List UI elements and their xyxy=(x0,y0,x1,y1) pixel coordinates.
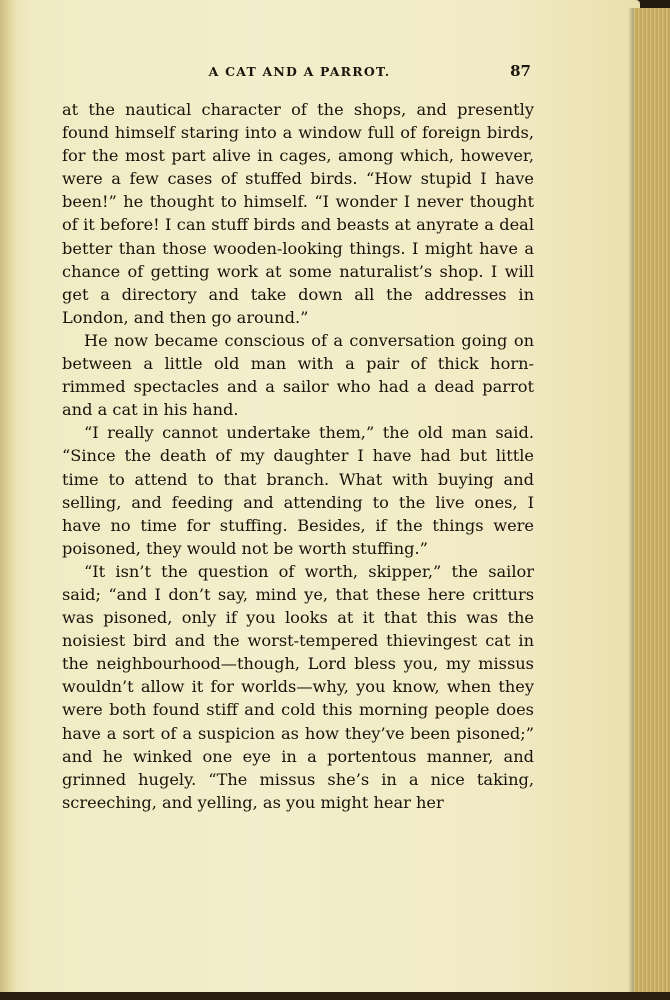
running-head-title: A CAT AND A PARROT. xyxy=(208,64,391,79)
paragraph-2: He now became conscious of a conversation going on between a little old man with a pair of thick horn-rimmed spectacles and a sailor who had a dead parrot and a cat in his hand. xyxy=(62,330,534,420)
paragraph-4: “It isn’t the question of worth, skipper,” the sailor said; “and I don’t say, mind ye, that these here critturs was pisoned, only if you looks at it that this was the noisiest bird and the worst-tempered thievingest cat in the neighbourhood—though, Lord bless you, my missus wouldn’t allow it for worlds—why, you know, when they were both found stiff and cold this morning people does have a sort of a suspicion as how they’ve been pisoned;” and he winked one eye in a portentous manner, and grinned hugely. “The missus she’s in a nice taking, screeching, and yelling, as you might hear her xyxy=(62,561,534,812)
bottom-shadow xyxy=(0,992,670,1000)
body-text xyxy=(62,98,534,814)
paragraph-3: “I really cannot undertake them,” the old man said. “Since the death of my daughter I have had but little time to attend to that branch. What with buying and selling, and feeding and attending to the live ones, I have no time for stuffing. Besides, if the things were poisoned, they would not be worth stuffing.” xyxy=(62,423,534,558)
paragraph-1: at the nautical character of the shops, and presently found himself staring into a window full of foreign birds, for the most part alive in cages, among which, however, were a few cases of stuffed birds. “How stupid I have been!” he thought to himself. “I wonder I never thought of it before! I can stuff birds and beasts at anyrate a deal better than those wooden-looking things. I might have a chance of getting work at some naturalist’s shop. I will get a directory and take down all the addresses in London, and then go around.” xyxy=(62,100,534,327)
gutter-shadow xyxy=(0,0,18,992)
page-block-edge xyxy=(634,8,670,992)
page-number: 87 xyxy=(510,62,531,80)
running-head xyxy=(62,62,537,86)
